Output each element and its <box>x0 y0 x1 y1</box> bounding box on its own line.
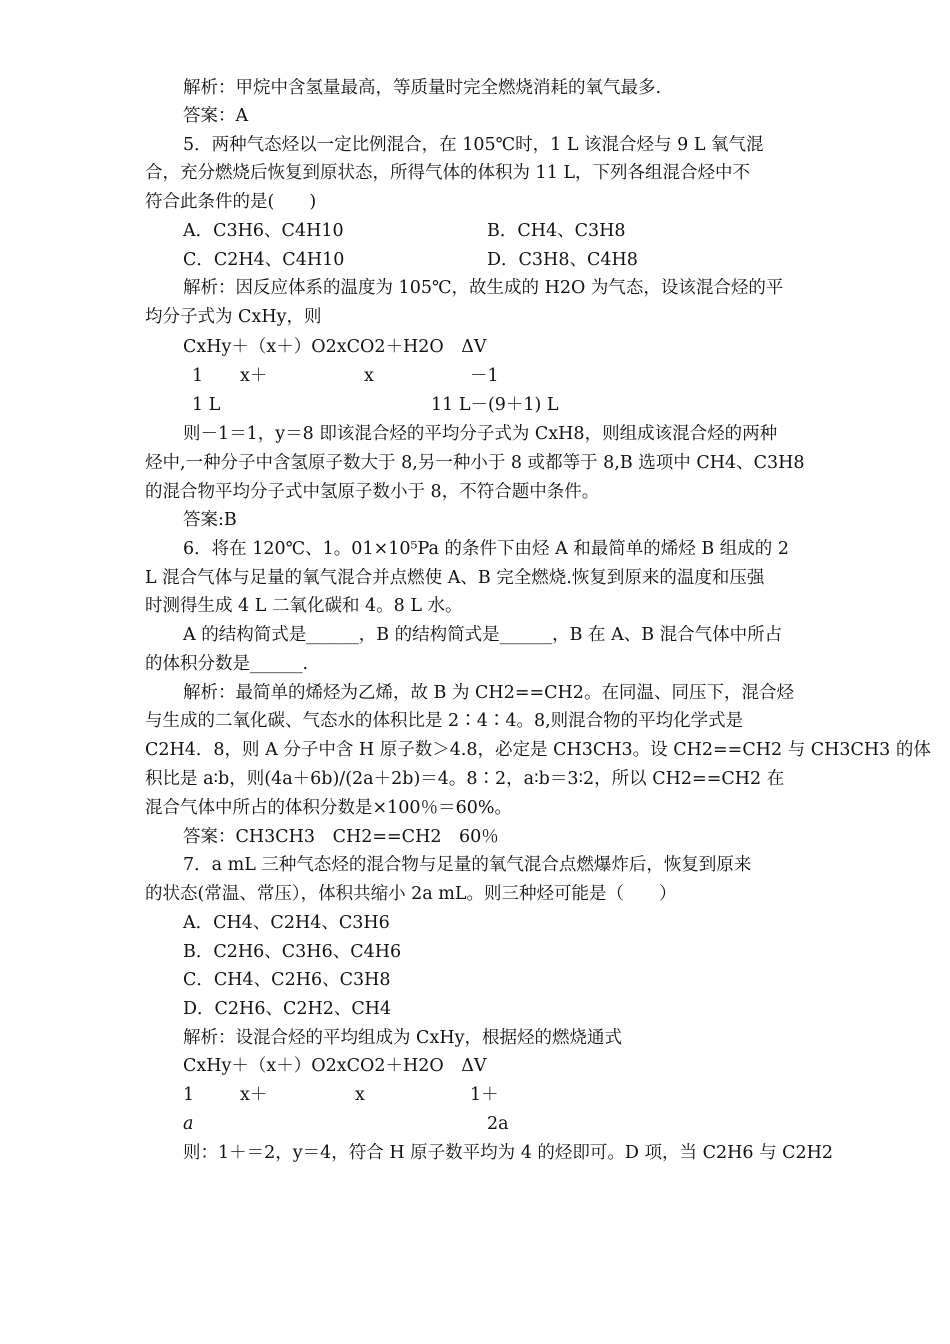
equation-term: 2a <box>487 1114 509 1134</box>
text-line: 答案：CH3CH3 CH2==CH2 60％ <box>183 827 499 847</box>
equation-term: x＋ <box>240 366 268 386</box>
text-line: 答案：A <box>183 106 249 126</box>
text-line: A 的结构简式是______，B 的结构简式是______，B 在 A、B 混合气体中所占 <box>183 625 783 645</box>
text-line: L 混合气体与足量的氧气混合并点燃使 A、B 完全燃烧.恢复到原来的温度和压强 <box>145 568 765 588</box>
equation-term: 1 L <box>192 395 221 415</box>
option-c: C．CH4、C2H6、C3H8 <box>183 970 391 990</box>
text-line: C2H4．8，则 A 分子中含 H 原子数＞4.8，必定是 CH3CH3。设 CH2==CH2 与 CH3CH3 的体 <box>145 740 931 760</box>
text-line: 混合气体中所占的体积分数是×100％＝60%。 <box>145 798 512 818</box>
equation-term: 1 <box>183 1085 195 1105</box>
equation-term: 1＋ <box>470 1085 499 1105</box>
text-line: 的体积分数是______. <box>145 654 309 674</box>
equation-term: 1 <box>192 366 204 386</box>
text-line: 5．两种气态烃以一定比例混合，在 105℃时，1 L 该混合烃与 9 L 氧气混 <box>183 135 764 155</box>
equation: CxHy＋（x＋）O2xCO2＋H2O ΔV <box>183 337 487 357</box>
text-line: 答案:B <box>183 510 237 530</box>
option-a: A．CH4、C2H4、C3H6 <box>183 913 390 933</box>
text-line: 烃中,一种分子中含氢原子数大于 8,另一种小于 8 或都等于 8,B 选项中 CH4、C3H8 <box>145 453 805 473</box>
text-line: 的混合物平均分子式中氢原子数小于 8，不符合题中条件。 <box>145 482 600 502</box>
text-line: 解析：甲烷中含氢量最高，等质量时完全燃烧消耗的氧气最多. <box>183 78 662 98</box>
text-line: 的状态(常温、常压），体积共缩小 2a mL。则三种烃可能是（ ） <box>145 884 677 904</box>
text-line: 7．a mL 三种气态烃的混合物与足量的氧气混合点燃爆炸后，恢复到原来 <box>183 855 752 875</box>
option-d: D．C3H8、C4H8 <box>487 250 638 270</box>
option-d: D．C2H6、C2H2、CH4 <box>183 999 392 1019</box>
text-line: 则－1＝1，y＝8 即该混合烃的平均分子式为 CxH8，则组成该混合烃的两种 <box>183 424 778 444</box>
text-line: 合，充分燃烧后恢复到原状态，所得气体的体积为 11 L，下列各组混合烃中不 <box>145 163 751 183</box>
text-line: 与生成的二氧化碳、气态水的体积比是 2∶4∶4。8,则混合物的平均化学式是 <box>145 711 744 731</box>
equation-term: a <box>183 1114 194 1134</box>
option-a: A．C3H6、C4H10 <box>183 221 344 241</box>
text-line: 则：1＋＝2，y＝4，符合 H 原子数平均为 4 的烃即可。D 项，当 C2H6 与 C2H2 <box>183 1143 834 1163</box>
equation: CxHy＋（x＋）O2xCO2＋H2O ΔV <box>183 1056 487 1076</box>
text-line: 积比是 a∶b，则(4a＋6b)/(2a＋2b)＝4。8∶2，a∶b＝3∶2，所以 CH2==CH2 在 <box>145 769 785 789</box>
equation-term: x＋ <box>240 1085 268 1105</box>
text-line: 均分子式为 CxHy，则 <box>145 307 322 327</box>
text-line: 时测得生成 4 L 二氧化碳和 4。8 L 水。 <box>145 596 463 616</box>
equation-term: －1 <box>470 366 499 386</box>
text-line: 符合此条件的是( ) <box>145 192 317 212</box>
equation-term: 11 L－(9＋1) L <box>431 395 559 415</box>
option-b: B．C2H6、C3H6、C4H6 <box>183 942 402 962</box>
text-line: 解析：因反应体系的温度为 105℃，故生成的 H2O 为气态，设该混合烃的平 <box>183 278 784 298</box>
option-b: B．CH4、C3H8 <box>487 221 626 241</box>
option-c: C．C2H4、C4H10 <box>183 250 345 270</box>
equation-term: x <box>364 366 374 386</box>
text-line: 6．将在 120℃、1。01×10⁵Pa 的条件下由烃 A 和最简单的烯烃 B 组成的 2 <box>183 539 789 559</box>
text-line: 解析：最简单的烯烃为乙烯，故 B 为 CH2==CH2。在同温、同压下，混合烃 <box>183 683 794 703</box>
text-line: 解析：设混合烃的平均组成为 CxHy，根据烃的燃烧通式 <box>183 1028 622 1048</box>
equation-term: x <box>355 1085 365 1105</box>
